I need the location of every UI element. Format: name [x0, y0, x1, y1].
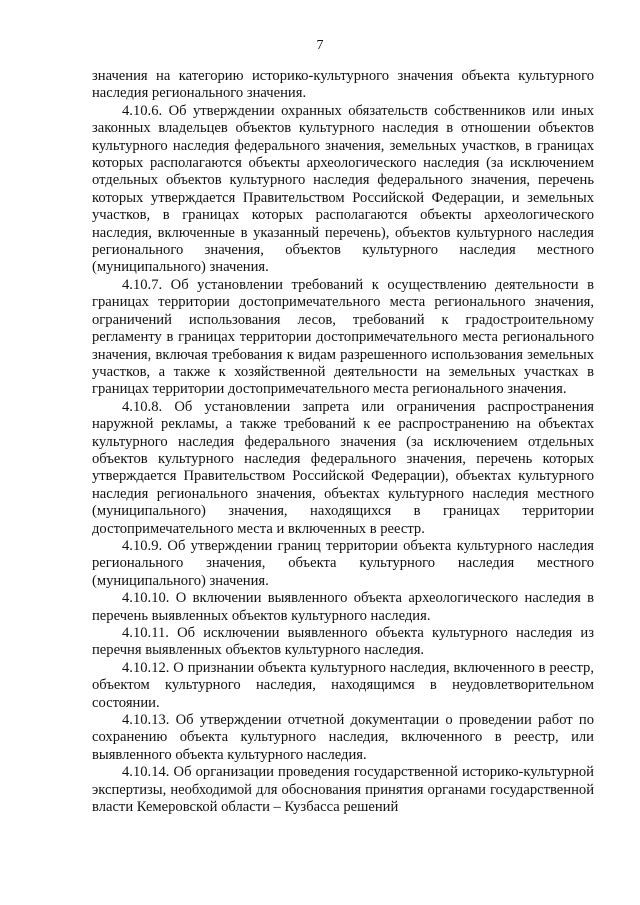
document-body: [92, 68, 594, 816]
paragraph-continuation: значения на категорию историко-культурного значения объекта культурного наследия регионального значения.: [92, 68, 594, 102]
page-number: 7: [316, 38, 324, 53]
paragraph-4-10-6: 4.10.6. Об утверждении охранных обязательств собственников или иных законных владельцев объектов культурного наследия в отношении объектов культурного наследия федерального значения, земельных участков, в границах которых располагаются объекты археологического наследия (за исключением отдельных объектов культурного наследия федерального значения, перечень которых утверждается Правительством Российской Федерации, и земельных участков, в границах которых располагаются объекты археологического наследия, включенные в указанный перечень), объектов культурного наследия регионального значения, объектов культурного наследия местного (муниципального) значения.: [92, 102, 594, 276]
paragraph-4-10-9: 4.10.9. Об утверждении границ территории объекта культурного наследия регионального значения, объекта культурного наследия местного (муниципального) значения.: [92, 537, 594, 589]
paragraph-4-10-12: 4.10.12. О признании объекта культурного наследия, включенного в реестр, объектом культурного наследия, находящимся в неудовлетворительном состоянии.: [92, 659, 594, 711]
paragraph-4-10-10: 4.10.10. О включении выявленного объекта археологического наследия в перечень выявленных объектов культурного наследия.: [92, 590, 594, 624]
paragraph-4-10-11: 4.10.11. Об исключении выявленного объекта культурного наследия из перечня выявленных объектов культурного наследия.: [92, 625, 594, 659]
paragraph-4-10-7: 4.10.7. Об установлении требований к осуществлению деятельности в границах территории достопримечательного места регионального значения, ограничений использования лесов, требований к градостроительному регламенту в границах территории достопримечательного места регионального значения, включая требования к видам разрешенного использования земельных участков, а также к хозяйственной деятельности на земельных участках в границах территории достопримечательного места регионального значения.: [92, 276, 594, 398]
paragraph-4-10-8: 4.10.8. Об установлении запрета или ограничения распространения наружной рекламы, а также требований к ее распространению на объектах культурного наследия федерального значения (за исключением отдельных объектов культурного наследия федерального значения, перечень которых утверждается Правительством Российской Федерации), объектах культурного наследия регионального значения, объектах культурного наследия местного (муниципального) значения, находящихся в границах территории достопримечательного места и включенных в реестр.: [92, 398, 594, 537]
paragraph-4-10-13: 4.10.13. Об утверждении отчетной документации о проведении работ по сохранению объекта культурного наследия, включенного в реестр, или выявленного объекта культурного наследия.: [92, 712, 594, 763]
paragraph-4-10-14: 4.10.14. Об организации проведения государственной историко-культурной экспертизы, необходимой для обоснования принятия органами государственной власти Кемеровской области – Кузбасса решений: [92, 764, 594, 816]
